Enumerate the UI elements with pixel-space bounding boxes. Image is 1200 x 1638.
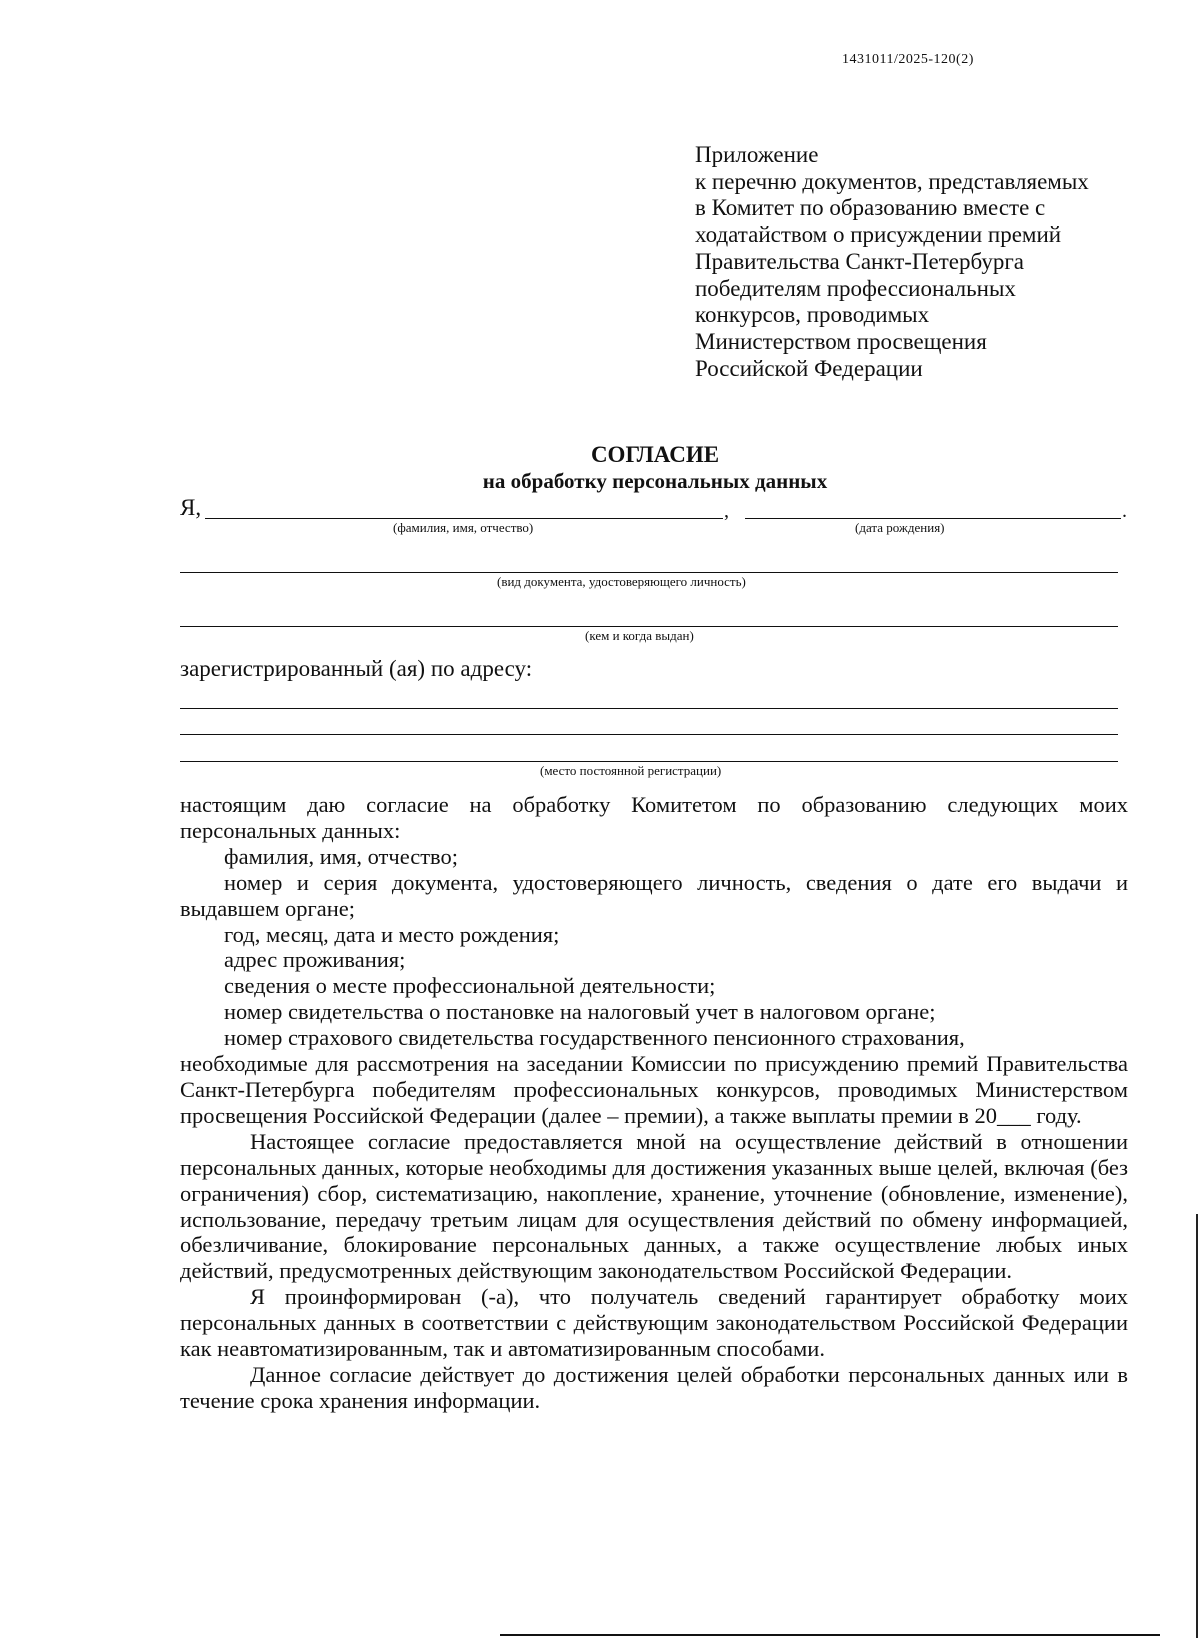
document-title: СОГЛАСИЕ xyxy=(590,442,720,467)
scan-bottom-line xyxy=(500,1634,1160,1636)
body-paragraph: необходимые для рассмотрения на заседании Комиссии по присуждению премий Правительства Санкт-Петербурга победителям профессиональных конкурсов, проводимых Министерством просвещения Российской Федерации (далее – премии), а также выплаты премии в 20___ году. xyxy=(180,1051,1128,1128)
caption-registration: (место постоянной регистрации) xyxy=(540,763,722,778)
appendix-line: Приложение xyxy=(695,142,819,167)
appendix-line: Правительства Санкт-Петербурга xyxy=(695,248,1024,274)
document-number: 1431011/2025-120(2) xyxy=(842,52,974,67)
caption-birth-date: (дата рождения) xyxy=(855,520,945,535)
appendix-line: ходатайством о присуждении премий xyxy=(695,222,1062,248)
appendix-line: к перечню документов, представляемых xyxy=(695,168,1089,194)
data-list-item: фамилия, имя, отчество; xyxy=(224,843,459,869)
address-field-line-3[interactable] xyxy=(180,761,1118,762)
document-subtitle: на обработку персональных данных xyxy=(482,469,828,493)
body-paragraph: Я проинформирован (-а), что получатель сведений гарантирует обработку моих персональных данных в соответствии с действующим законодательством Российской Федерации как неавтоматизированным, так и автоматизированным способами. xyxy=(180,1284,1128,1362)
data-list-item: номер свидетельства о постановке на налоговый учет в налоговом органе; xyxy=(224,999,936,1025)
birth-date-field-line[interactable] xyxy=(745,518,1121,519)
issued-by-field-line[interactable] xyxy=(180,626,1118,627)
consent-body xyxy=(180,792,1128,1414)
appendix-line: победителям профессиональных xyxy=(695,275,1016,301)
appendix-block xyxy=(695,142,1175,382)
appendix-line: конкурсов, проводимых xyxy=(695,302,930,328)
caption-identity-document: (вид документа, удостоверяющего личность) xyxy=(497,574,746,589)
identity-document-field-line[interactable] xyxy=(180,572,1118,573)
data-list-item: сведения о месте профессиональной деятельности; xyxy=(224,973,716,999)
caption-fio: (фамилия, имя, отчество) xyxy=(393,520,534,535)
address-field-line-1[interactable] xyxy=(180,708,1118,709)
registered-address-label: зарегистрированный (ая) по адресу: xyxy=(180,656,533,681)
data-list-item: номер и серия документа, удостоверяющего личность, сведения о дате его выдачи и выдавшем органе; xyxy=(180,869,1128,921)
ya-label: Я, xyxy=(180,495,202,520)
appendix-line: в Комитет по образованию вместе с xyxy=(695,195,1046,221)
body-paragraph: настоящим даю согласие на обработку Комитетом по образованию следующих моих персональных данных: xyxy=(180,792,1128,843)
data-list-item: год, месяц, дата и место рождения; xyxy=(224,921,560,947)
comma-separator: , xyxy=(724,500,729,522)
address-field-line-2[interactable] xyxy=(180,734,1118,735)
scan-edge-line xyxy=(1196,1214,1198,1638)
body-paragraph: Настоящее согласие предоставляется мной на осуществление действий в отношении персональных данных, которые необходимы для достижения указанных выше целей, включая (без ограничения) сбор, систематизацию, накопление, хранение, уточнение (обновление, изменение), использование, передачу третьим лицам для осуществления действий по обмену информацией, обезличивание, блокирование персональных данных, а также осуществление любых иных действий, предусмотренных действующим законодательством Российской Федерации. xyxy=(180,1128,1128,1284)
period-separator: . xyxy=(1122,500,1127,522)
fio-field-line[interactable] xyxy=(205,518,723,519)
data-list-item: адрес проживания; xyxy=(224,947,406,973)
caption-issued-by: (кем и когда выдан) xyxy=(585,628,694,643)
body-paragraph: Данное согласие действует до достижения целей обработки персональных данных или в течение срока хранения информации. xyxy=(180,1361,1128,1413)
appendix-line: Российской Федерации xyxy=(695,355,923,381)
data-list-item: номер страхового свидетельства государственного пенсионного страхования, xyxy=(224,1025,965,1051)
appendix-line: Министерством просвещения xyxy=(695,328,987,354)
